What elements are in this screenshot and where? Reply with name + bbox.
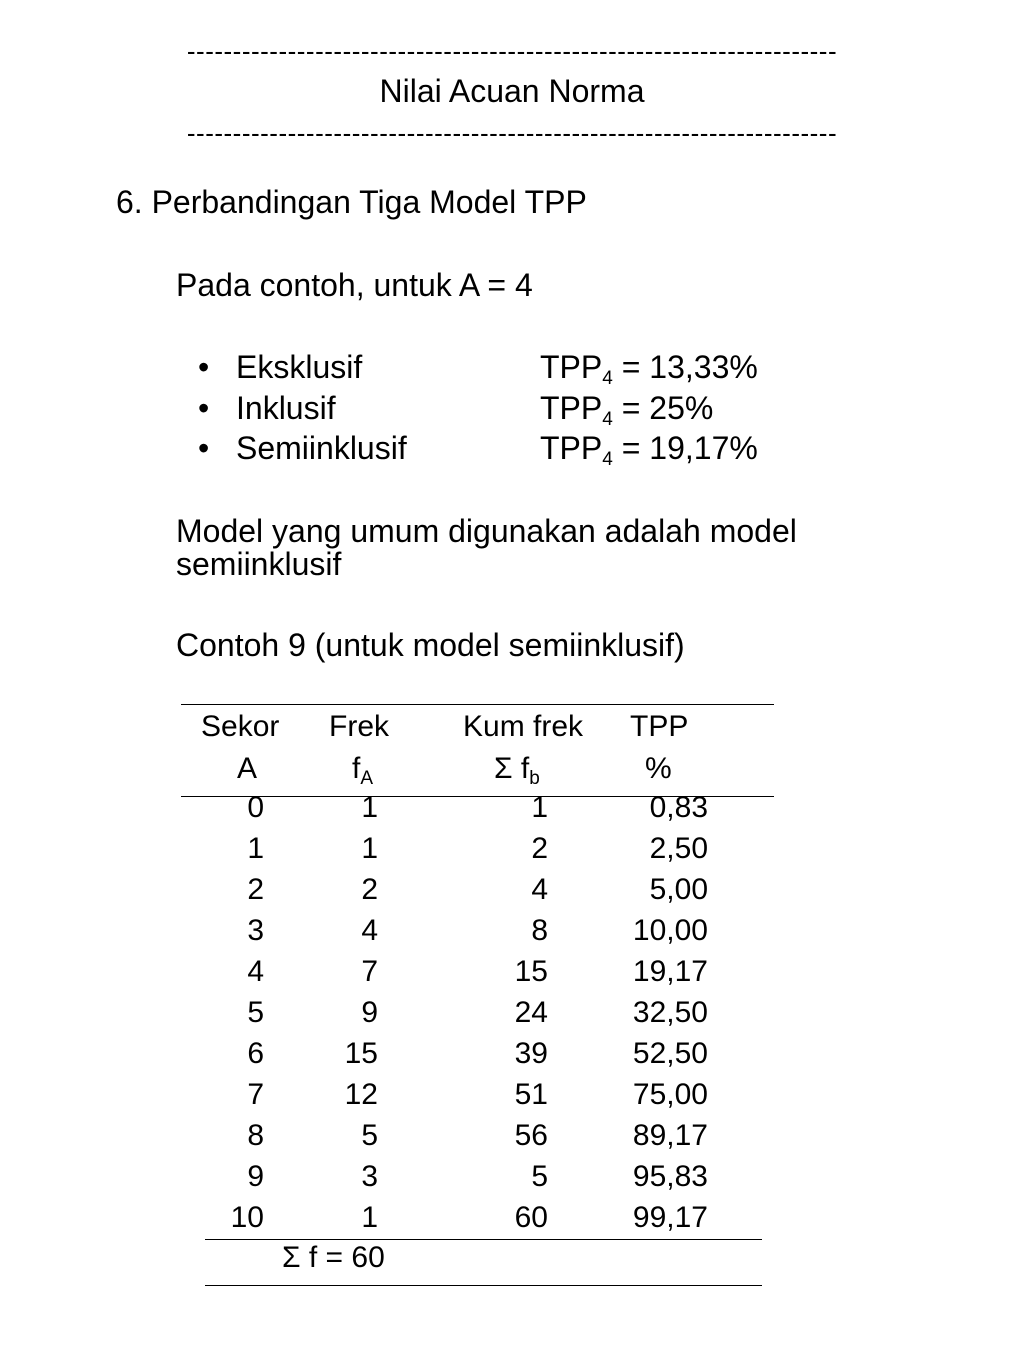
- tpp-subscript: 4: [602, 368, 613, 389]
- table-top-rule: [181, 704, 774, 705]
- model-name: Inklusif: [236, 390, 336, 426]
- header-tpp: TPP: [630, 710, 689, 743]
- header-tpp-sub: %: [645, 752, 672, 785]
- kum-sub-index: b: [529, 768, 540, 789]
- header-kum-sub: [494, 752, 540, 789]
- cell-frek: 15: [344, 1037, 378, 1070]
- frek-sub-main: f: [352, 752, 361, 785]
- cell-frek: 1: [361, 832, 378, 865]
- header-dash-bottom: -----------------------------------------------------------------------: [186, 118, 838, 148]
- header-sekor-sub: A: [237, 752, 258, 785]
- tpp-label: TPP: [540, 390, 603, 426]
- cell-sekor: 8: [247, 1119, 264, 1152]
- cell-kum-frek: 8: [531, 914, 548, 947]
- tpp-label: TPP: [540, 349, 603, 385]
- header-frek: Frek: [329, 710, 389, 743]
- model-name: Semiinklusif: [236, 430, 407, 466]
- cell-tpp: 52,50: [632, 1037, 708, 1070]
- cell-kum-frek: 2: [531, 832, 548, 865]
- tpp-label: TPP: [540, 430, 603, 466]
- cell-sekor: 2: [247, 873, 264, 906]
- tpp-subscript: 4: [602, 449, 613, 470]
- tpp-value: = 25%: [612, 390, 714, 426]
- cell-kum-frek: 1: [531, 791, 548, 824]
- cell-frek: 9: [361, 996, 378, 1029]
- table-bottom-rule: [205, 1239, 762, 1240]
- cell-sekor: 7: [247, 1078, 264, 1111]
- header-title: Nilai Acuan Norma: [379, 73, 645, 109]
- cell-sekor: 5: [247, 996, 264, 1029]
- cell-tpp: 0,83: [649, 791, 708, 824]
- cell-tpp: 95,83: [632, 1160, 708, 1193]
- conclusion-line-1: Model yang umum digunakan adalah model: [176, 513, 797, 549]
- intro-text: Pada contoh, untuk A = 4: [176, 267, 533, 303]
- header-dash-top: -----------------------------------------------------------------------: [186, 36, 838, 66]
- table-total: Σ f = 60: [282, 1241, 385, 1274]
- header-kum-frek: Kum frek: [463, 710, 584, 743]
- cell-kum-frek: 60: [514, 1201, 548, 1234]
- cell-frek: 4: [361, 914, 378, 947]
- tpp-value: = 19,17%: [612, 430, 758, 466]
- frek-sub-index: A: [360, 768, 374, 789]
- cell-kum-frek: 24: [514, 996, 548, 1029]
- cell-kum-frek: 51: [514, 1078, 548, 1111]
- cell-sekor: 6: [247, 1037, 264, 1070]
- cell-kum-frek: 4: [531, 873, 548, 906]
- cell-frek: 2: [361, 873, 378, 906]
- table-end-rule: [205, 1285, 762, 1286]
- header-frek-sub: [352, 752, 374, 789]
- cell-sekor: 10: [230, 1201, 264, 1234]
- tpp-value: = 13,33%: [612, 349, 758, 385]
- model-tpp: [540, 430, 758, 470]
- cell-kum-frek: 5: [531, 1160, 548, 1193]
- cell-sekor: 0: [247, 791, 264, 824]
- cell-sekor: 3: [247, 914, 264, 947]
- conclusion-line-2: semiinklusif: [176, 546, 342, 582]
- cell-tpp: 5,00: [649, 873, 708, 906]
- bullet-symbol: •: [198, 349, 210, 385]
- cell-tpp: 99,17: [632, 1201, 708, 1234]
- cell-frek: 7: [361, 955, 378, 988]
- cell-tpp: 2,50: [649, 832, 708, 865]
- header-sekor: Sekor: [201, 710, 280, 743]
- cell-tpp: 10,00: [632, 914, 708, 947]
- model-tpp: [540, 349, 758, 389]
- cell-tpp: 19,17: [632, 955, 708, 988]
- model-tpp: [540, 390, 714, 430]
- tpp-subscript: 4: [602, 409, 613, 430]
- cell-sekor: 1: [247, 832, 264, 865]
- cell-kum-frek: 15: [514, 955, 548, 988]
- cell-kum-frek: 56: [514, 1119, 548, 1152]
- model-name: Eksklusif: [236, 349, 363, 385]
- bullet-symbol: •: [198, 430, 210, 466]
- bullet-symbol: •: [198, 390, 210, 426]
- cell-tpp: 32,50: [632, 996, 708, 1029]
- cell-kum-frek: 39: [514, 1037, 548, 1070]
- cell-frek: 5: [361, 1119, 378, 1152]
- kum-sub-main: Σ f: [494, 752, 530, 785]
- cell-frek: 12: [344, 1078, 378, 1111]
- cell-frek: 1: [361, 791, 378, 824]
- cell-sekor: 9: [247, 1160, 264, 1193]
- cell-frek: 3: [361, 1160, 378, 1193]
- cell-tpp: 75,00: [632, 1078, 708, 1111]
- cell-frek: 1: [361, 1201, 378, 1234]
- cell-tpp: 89,17: [632, 1119, 708, 1152]
- cell-sekor: 4: [247, 955, 264, 988]
- example-title: Contoh 9 (untuk model semiinklusif): [176, 627, 685, 663]
- section-title: 6. Perbandingan Tiga Model TPP: [116, 184, 587, 220]
